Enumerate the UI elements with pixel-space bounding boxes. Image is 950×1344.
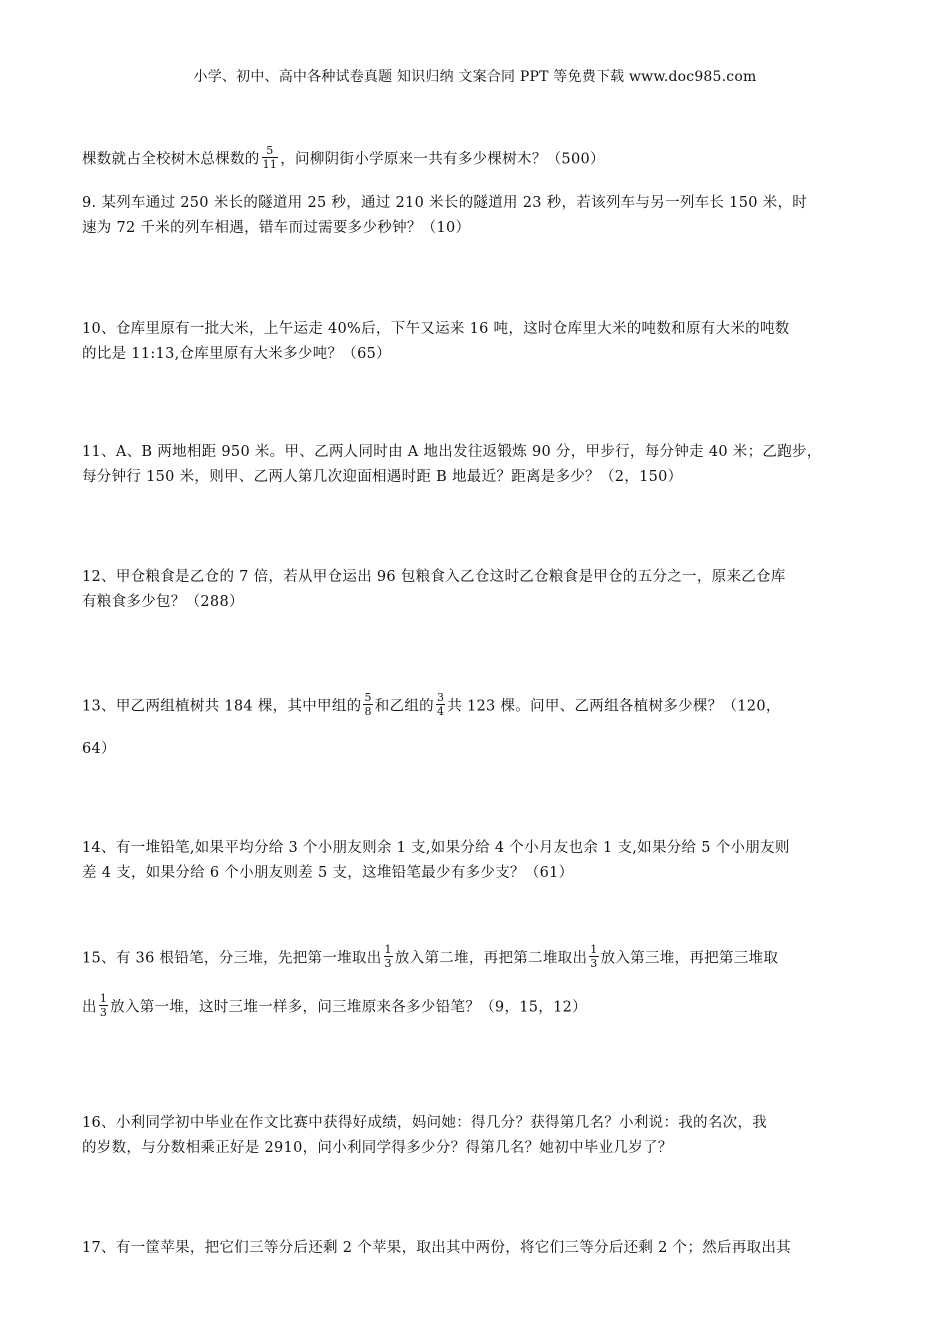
question-11-line-1: 11、A、B 两地相距 950 米。甲、乙两人同时由 A 地出发往返锻炼 90 分，甲步行，每分钟走 40 米；乙跑步， xyxy=(82,444,822,460)
text-segment: 共 123 棵。问甲、乙两组各植树多少棵？（120， xyxy=(447,698,781,715)
text-segment: 放入第二堆，再把第二堆取出 xyxy=(394,950,588,967)
text-segment: 15、有 36 根铅笔，分三堆，先把第一堆取出 xyxy=(82,950,382,967)
question-10-line-1: 10、仓库里原有一批大米，上午运走 40%后，下午又运来 16 吨，这时仓库里大米的吨数和原有大米的吨数 xyxy=(82,321,790,337)
fraction-numerator: 5 xyxy=(364,691,372,704)
question-10-line-2: 的比是 11:13,仓库里原有大米多少吨？（65） xyxy=(82,346,391,362)
fraction-denominator: 11 xyxy=(262,158,278,171)
fraction xyxy=(363,691,372,718)
question-16-line-1: 16、小利同学初中毕业在作文比赛中获得好成绩，妈问她：得几分？获得第几名？小利说：我的名次，我 xyxy=(82,1115,768,1131)
question-13-line-2: 64） xyxy=(82,741,116,757)
fraction xyxy=(99,992,108,1019)
question-16-line-2: 的岁数，与分数相乘正好是 2910，问小利同学得多少分？得第几名？她初中毕业几岁了？ xyxy=(82,1140,673,1156)
fraction-denominator: 3 xyxy=(384,957,392,970)
text-segment: 放入第三堆，再把第三堆取 xyxy=(600,950,779,967)
fraction-denominator: 3 xyxy=(590,957,598,970)
question-11-line-2: 每分钟行 150 米，则甲、乙两人第几次迎面相遇时距 B 地最近？距离是多少？（2，150） xyxy=(82,469,683,485)
fraction xyxy=(436,691,445,718)
text-segment: 13、甲乙两组植树共 184 棵，其中甲组的 xyxy=(82,698,362,715)
fraction-denominator: 4 xyxy=(436,705,445,718)
fraction xyxy=(262,144,279,171)
question-14-line-1: 14、有一堆铅笔,如果平均分给 3 个小朋友则余 1 支,如果分给 4 个小月友也余 1 支,如果分给 5 个小朋友则 xyxy=(82,840,790,856)
fraction-numerator: 1 xyxy=(590,943,598,956)
question-14-line-2: 差 4 支，如果分给 6 个小朋友则差 5 支，这堆铅笔最少有多少支？（61） xyxy=(82,865,574,881)
question-9-line-1: 9. 某列车通过 250 米长的隧道用 25 秒，通过 210 米长的隧道用 23 秒，若该列车与另一列车长 150 米，时 xyxy=(82,195,808,211)
text-segment: 出 xyxy=(82,999,97,1016)
question-9-line-2: 速为 72 千米的列车相遇，错车而过需要多少秒钟？（10） xyxy=(82,220,471,236)
text-segment: ，问柳阴街小学原来一共有多少棵树木？（500） xyxy=(280,151,605,168)
question-12-line-1: 12、甲仓粮食是乙仓的 7 倍，若从甲仓运出 96 包粮食入乙仓这时乙仓粮食是甲仓的五分之一，原来乙仓库 xyxy=(82,569,786,585)
question-15-line-1 xyxy=(82,945,778,972)
fraction-numerator: 3 xyxy=(436,691,445,704)
fraction-denominator: 3 xyxy=(99,1006,108,1019)
fraction xyxy=(384,943,393,970)
text-segment: 和乙组的 xyxy=(374,698,434,715)
fraction-numerator: 1 xyxy=(384,943,392,956)
text-segment: 放入第一堆，这时三堆一样多，问三堆原来各多少铅笔？（9，15，12） xyxy=(110,999,587,1016)
fraction-numerator: 1 xyxy=(99,992,108,1005)
question-13-line-1 xyxy=(82,693,781,720)
fraction-numerator: 5 xyxy=(266,144,274,157)
text-line xyxy=(82,146,605,173)
page-header: 小学、初中、高中各种试卷真题 知识归纳 文案合同 PPT 等免费下载 www.doc985.com xyxy=(193,69,757,85)
fraction-denominator: 8 xyxy=(364,705,372,718)
question-15-line-2 xyxy=(82,994,587,1021)
question-17-line-1: 17、有一筐苹果，把它们三等分后还剩 2 个苹果，取出其中两份，将它们三等分后还剩 2 个；然后再取出其 xyxy=(82,1240,791,1256)
text-segment: 棵数就占全校树木总棵数的 xyxy=(82,151,260,168)
question-12-line-2: 有粮食多少包？（288） xyxy=(82,594,244,610)
fraction xyxy=(589,943,598,970)
